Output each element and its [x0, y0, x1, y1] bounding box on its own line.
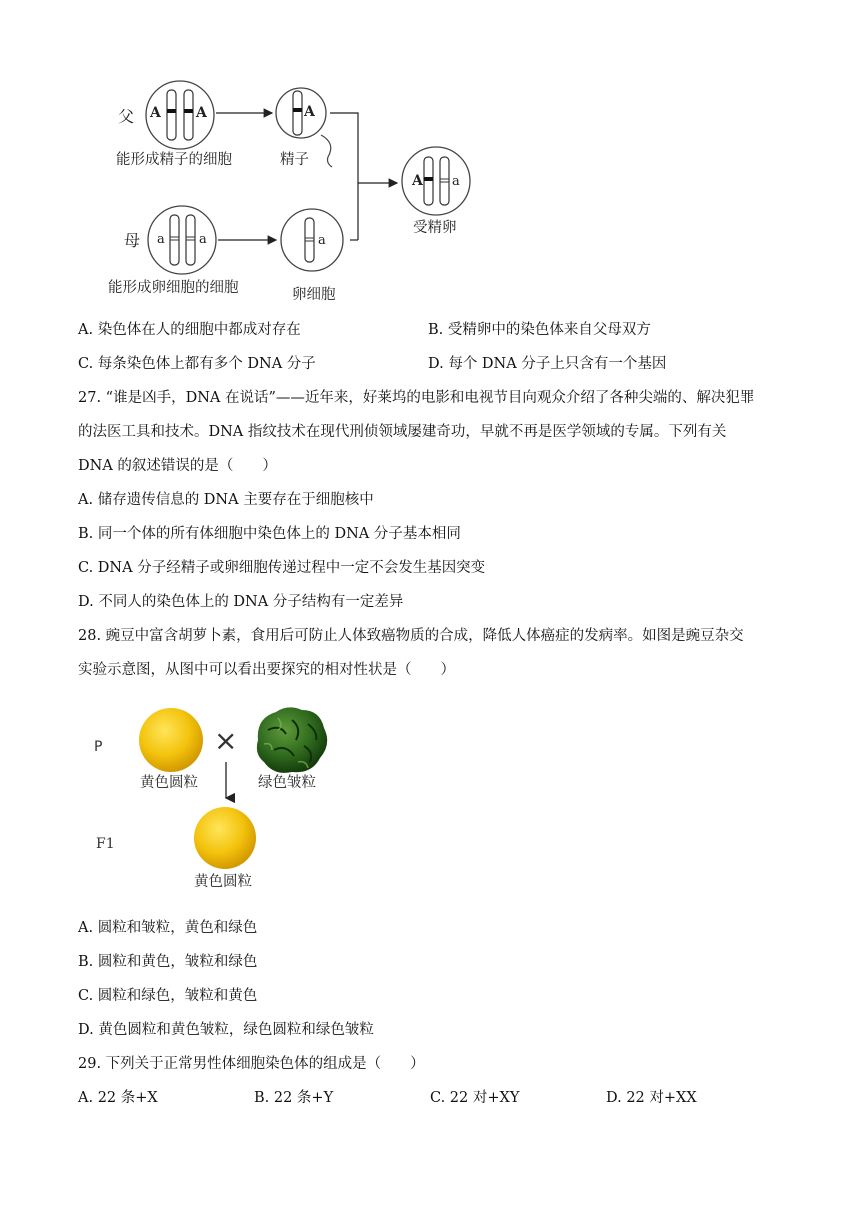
- green-wrinkled-pea-parent: [257, 707, 327, 772]
- sperm-caption: 精子: [280, 152, 309, 168]
- q28-stem-line1: 28. 豌豆中富含胡萝卜素，食用后可防止人体致癌物质的合成，降低人体癌症的发病率。如图是豌豆杂交: [78, 628, 744, 644]
- q29-option-b[interactable]: B. 22 条+Y: [254, 1090, 334, 1106]
- mother-cell: [148, 206, 216, 274]
- father-cell: [146, 81, 214, 149]
- q28-option-a[interactable]: A. 圆粒和皱粒，黄色和绿色: [78, 920, 258, 936]
- zygote-cell: [402, 147, 470, 215]
- mother-label: 母: [124, 231, 141, 250]
- q26-option-c[interactable]: C. 每条染色体上都有多个 DNA 分子: [78, 356, 316, 372]
- q27-option-d[interactable]: D. 不同人的染色体上的 DNA 分子结构有一定差异: [78, 594, 404, 610]
- q28-option-b[interactable]: B. 圆粒和黄色，皱粒和绿色: [78, 954, 258, 970]
- father-allele-left: A: [150, 105, 161, 121]
- q28-stem-line2: 实验示意图，从图中可以看出要探究的相对性状是（ ）: [78, 662, 455, 678]
- q27-option-b[interactable]: B. 同一个体的所有体细胞中染色体上的 DNA 分子基本相同: [78, 526, 461, 542]
- father-label: 父: [118, 107, 135, 126]
- parent1-caption: 黄色圆粒: [140, 775, 198, 791]
- q28-option-c[interactable]: C. 圆粒和绿色，皱粒和黄色: [78, 988, 258, 1004]
- q29-option-c[interactable]: C. 22 对+XY: [430, 1090, 520, 1106]
- yellow-round-pea-f1: [194, 807, 256, 869]
- father-cell-caption: 能形成精子的细胞: [116, 152, 232, 168]
- q26-option-d[interactable]: D. 每个 DNA 分子上只含有一个基因: [428, 356, 667, 372]
- egg-cell: [281, 209, 343, 271]
- zygote-allele-left: A: [412, 173, 423, 189]
- yellow-round-pea-parent: [139, 708, 203, 772]
- parent2-caption: 绿色皱粒: [258, 775, 316, 791]
- q27-stem-line1: 27. “谁是凶手，DNA 在说话”——近年来，好莱坞的电影和电视节目向观众介绍了各种尖端的、解决犯罪: [78, 390, 755, 406]
- mother-cell-caption: 能形成卵细胞的细胞: [108, 280, 239, 296]
- chromosome-inheritance-diagram: [100, 75, 480, 310]
- zygote-caption: 受精卵: [413, 220, 457, 236]
- egg-caption: 卵细胞: [292, 287, 336, 303]
- q28-option-d[interactable]: D. 黄色圆粒和黄色皱粒，绿色圆粒和绿色皱粒: [78, 1022, 374, 1038]
- p-generation-label: P: [94, 739, 103, 755]
- q29-option-d[interactable]: D. 22 对+XX: [606, 1090, 697, 1106]
- q27-option-a[interactable]: A. 储存遗传信息的 DNA 主要存在于细胞核中: [78, 492, 374, 508]
- father-allele-right: A: [196, 105, 207, 121]
- pea-cross-diagram: [88, 700, 348, 900]
- q26-option-b[interactable]: B. 受精卵中的染色体来自父母双方: [428, 322, 651, 338]
- cross-symbol: ×: [214, 724, 238, 757]
- q27-stem-line3: DNA 的叙述错误的是（ ）: [78, 458, 277, 474]
- f1-generation-label: F1: [96, 836, 115, 852]
- offspring-caption: 黄色圆粒: [194, 874, 252, 890]
- q26-option-a[interactable]: A. 染色体在人的细胞中都成对存在: [78, 322, 301, 338]
- zygote-allele-right: a: [452, 174, 460, 189]
- q29-option-a[interactable]: A. 22 条+X: [78, 1090, 158, 1106]
- q27-option-c[interactable]: C. DNA 分子经精子或卵细胞传递过程中一定不会发生基因突变: [78, 560, 486, 576]
- q29-stem: 29. 下列关于正常男性体细胞染色体的组成是（ ）: [78, 1056, 425, 1072]
- sperm-allele: A: [304, 104, 315, 120]
- q27-stem-line2: 的法医工具和技术。DNA 指纹技术在现代刑侦领域屡建奇功，早就不再是医学领域的专属。下列有关: [78, 424, 727, 440]
- egg-allele: a: [318, 233, 326, 248]
- mother-allele-left: a: [157, 232, 165, 247]
- mother-allele-right: a: [199, 232, 207, 247]
